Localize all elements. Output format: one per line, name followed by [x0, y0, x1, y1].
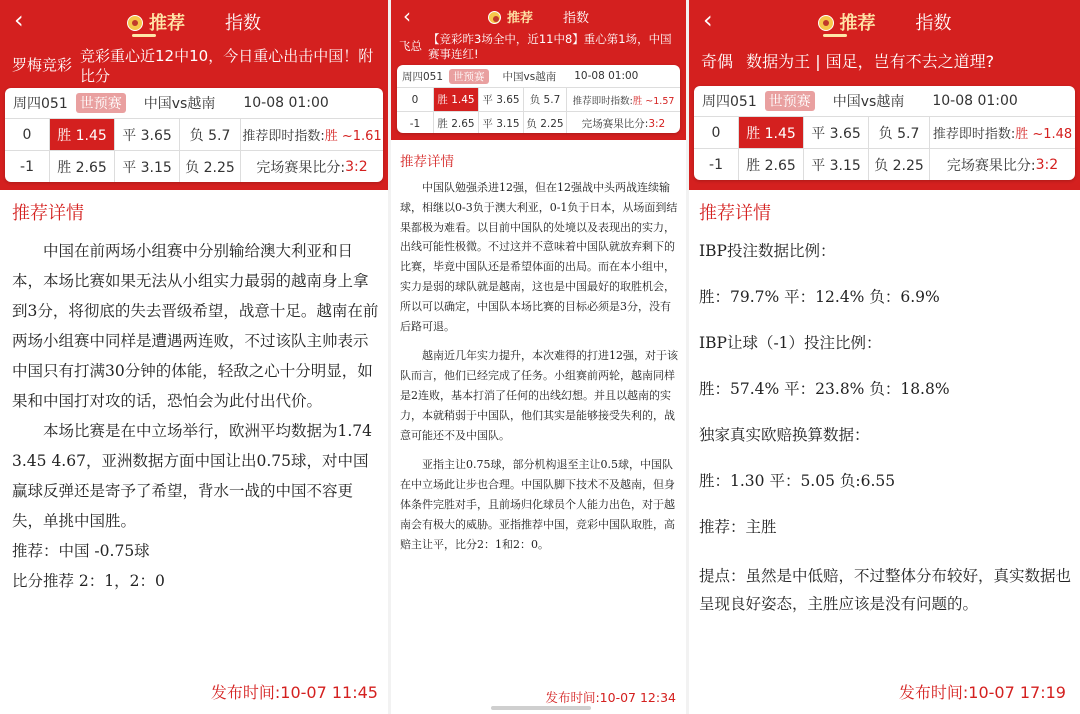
screenshot-panel-2	[391, 0, 686, 714]
odds-win[interactable]: 胜 2.65	[739, 149, 804, 180]
odds-row-2	[5, 151, 383, 182]
article-body	[12, 236, 380, 596]
odds-win-selected[interactable]: 胜 1.45	[434, 88, 479, 111]
back-arrow-icon[interactable]: ‹	[14, 6, 24, 34]
odds-card	[5, 88, 383, 182]
match-number: 周四051	[402, 70, 444, 83]
odds-win[interactable]: 胜 2.65	[434, 112, 479, 133]
final-score-cell	[241, 151, 383, 182]
final-score-value: 3:2	[648, 117, 666, 130]
odds-lose[interactable]: 负 2.25	[869, 149, 930, 180]
handicap-cell: 0	[5, 119, 50, 150]
tab-recommend[interactable]: 推荐	[149, 13, 185, 34]
publish-time: 发布时间:10-07 11:45	[210, 683, 378, 702]
author-name[interactable]: 飞总	[399, 39, 422, 53]
match-time: 10-08 01:00	[243, 95, 329, 111]
paragraph: 中国在前两场小组赛中分别输给澳大利亚和日本，本场比赛如果无法从小组实力最弱的越南身上拿到3分，将彻底的失去晋级希望，战意十足。越南在前两场小组赛中同样是遭遇两连败，不过该队主帅表示中国只有打满30分钟的体能，轻敌之心十分明显，如果和中国打对攻的话，恐怕会为此付出代价。	[12, 242, 379, 410]
odds-win[interactable]: 胜 2.65	[50, 151, 115, 182]
odds-lose[interactable]: 负 5.7	[180, 119, 241, 150]
data-line: 提点：虽然是中低赔，不过整体分布较好，真实数据也呈现良好姿态，主胜应该是没有问题的。	[699, 567, 1072, 613]
final-score-label: 完场赛果比分:	[946, 157, 1036, 174]
article-headline: 【竞彩昨3场全中，近11中8】重心第1场，中国赛事连红!	[428, 32, 672, 61]
handicap-cell: -1	[397, 112, 434, 133]
odds-draw[interactable]: 平 3.65	[479, 88, 524, 111]
live-index-label: 推荐即时指数:	[242, 129, 325, 144]
odds-row-1	[397, 88, 680, 112]
live-index-value: 胜 ~1.57	[632, 95, 675, 107]
final-score-cell	[930, 149, 1075, 180]
tab-recommend[interactable]: 推荐	[839, 13, 876, 34]
league-badge: 世预赛	[449, 69, 489, 84]
screenshot-panel-3	[689, 0, 1080, 714]
data-line: 胜：79.7% 平：12.4% 负：6.9%	[699, 288, 940, 306]
match-time: 10-08 01:00	[932, 93, 1018, 109]
tab-recommend[interactable]: 推荐	[506, 11, 533, 26]
odds-lose[interactable]: 负 2.25	[180, 151, 241, 182]
odds-card	[397, 65, 680, 133]
article-headline: 数据为王 | 国足，岂有不去之道理?	[746, 52, 995, 71]
final-score-value: 3:2	[1035, 156, 1059, 173]
odds-draw[interactable]: 平 3.15	[804, 149, 869, 180]
data-line: 独家真实欧赔换算数据：	[699, 426, 870, 444]
live-index-cell	[567, 88, 680, 111]
odds-lose[interactable]: 负 5.7	[869, 117, 930, 148]
paragraph: 越南近几年实力提升，本次难得的打进12强，对于该队而言，他们已经完成了任务。小组赛前两轮，越南同样是2连败，基本打消了任何的出线幻想。并且以越南的实力，本就稍弱于中国队，他们其实是能够接受失利的，战意可能还不及中国队。	[400, 349, 678, 442]
top-nav	[0, 0, 388, 40]
match-number: 周四051	[702, 94, 757, 110]
data-line: IBP让球（-1）投注比例：	[699, 334, 882, 352]
handicap-cell: -1	[694, 149, 739, 180]
live-index-cell	[930, 117, 1075, 148]
odds-win-selected[interactable]: 胜 1.45	[739, 117, 804, 148]
match-info-row	[694, 86, 1075, 117]
final-score-label: 完场赛果比分:	[256, 159, 346, 176]
odds-row-2	[397, 112, 680, 133]
match-info-row	[5, 88, 383, 119]
score-pick-line: 比分推荐 2：1，2：0	[12, 572, 165, 590]
match-info-row	[397, 65, 680, 88]
live-index-value: 胜 ~1.61	[324, 129, 382, 144]
odds-row-2	[694, 149, 1075, 180]
odds-card	[694, 86, 1075, 180]
data-line: 胜：57.4% 平：23.8% 负：18.8%	[699, 380, 950, 398]
section-title: 推荐详情	[12, 203, 84, 224]
soccer-ball-icon	[488, 11, 501, 24]
back-arrow-icon[interactable]: ‹	[403, 4, 411, 28]
final-score-cell	[567, 112, 680, 133]
odds-draw[interactable]: 平 3.65	[804, 117, 869, 148]
live-index-cell	[241, 119, 383, 150]
odds-row-1	[694, 117, 1075, 149]
top-nav	[689, 0, 1080, 40]
tab-index[interactable]: 指数	[915, 13, 952, 34]
live-index-label: 推荐即时指数:	[932, 127, 1016, 142]
back-arrow-icon[interactable]: ‹	[703, 6, 713, 34]
odds-draw[interactable]: 平 3.65	[115, 119, 180, 150]
data-line: 胜：1.30 平：5.05 负:6.55	[699, 472, 896, 490]
author-name[interactable]: 罗梅竞彩	[12, 56, 73, 74]
article-header	[0, 46, 388, 86]
publish-time: 发布时间:10-07 12:34	[545, 690, 676, 705]
publish-time: 发布时间:10-07 17:19	[898, 683, 1066, 702]
live-index-value: 胜 ~1.48	[1015, 127, 1073, 142]
article-body	[699, 240, 1074, 618]
match-number: 周四051	[13, 96, 68, 112]
handicap-cell: -1	[5, 151, 50, 182]
odds-lose[interactable]: 负 2.25	[524, 112, 567, 133]
final-score-value: 3:2	[345, 158, 368, 175]
odds-win-selected[interactable]: 胜 1.45	[50, 119, 115, 150]
paragraph: 中国队勉强杀进12强，但在12强战中头两战连续输球，相继以0-3负于澳大利亚，0-1负于日本，从场面到结果都极为难看。以目前中国队的处境以及表现出的实力，出线可能性极微。不过这并不意味着中国队就放弃剩下的比赛，毕竟中国队还是希望体面的出局。而在本小组中，实力是弱的球队就是越南，这也是中国最好的取胜机会，所以可以确定，中国队本场比赛的目标必须是3分，没有后路可退。	[400, 181, 678, 333]
soccer-ball-icon	[818, 15, 834, 31]
section-title: 推荐详情	[400, 154, 454, 170]
league-badge: 世预赛	[76, 93, 126, 113]
paragraph: 亚指主让0.75球，部分机构退至主让0.5球，中国队在中立场此让步也合理。中国队脚下技术不及越南，但身体条件完胜对手，且前场归化球员个人能力出色，对于越南会有极大的威胁。亚指推荐中国，竞彩中国队取胜，高赔主让平，比分2：1和2：0。	[400, 458, 675, 551]
paragraph: 本场比赛是在中立场举行，欧洲平均数据为1.74 3.45 4.67，亚洲数据方面中国让出0.75球，对中国赢球反弹还是寄予了希望，背水一战的中国不容更失，单挑中国胜。	[12, 422, 373, 530]
recommend-line: 推荐：中国 -0.75球	[12, 542, 150, 560]
match-teams: 中国vs越南	[502, 70, 557, 83]
section-title: 推荐详情	[699, 203, 771, 224]
tab-index[interactable]: 指数	[225, 13, 261, 34]
league-badge: 世预赛	[765, 91, 815, 111]
active-tab-underline	[132, 34, 156, 37]
odds-lose[interactable]: 负 5.7	[524, 88, 567, 111]
article-body	[400, 178, 680, 554]
screenshot-panel-1	[0, 0, 388, 714]
final-score-label: 完场赛果比分:	[581, 118, 649, 130]
data-line: 推荐：主胜	[699, 518, 777, 536]
article-header	[391, 32, 686, 62]
top-nav	[391, 0, 686, 32]
data-line: IBP投注数据比例：	[699, 242, 836, 260]
odds-draw[interactable]: 平 3.15	[115, 151, 180, 182]
tab-index[interactable]: 指数	[563, 11, 590, 26]
live-index-label: 推荐即时指数:	[572, 95, 633, 107]
active-tab-underline	[823, 34, 847, 37]
soccer-ball-icon	[127, 15, 143, 31]
article-header	[689, 52, 1080, 72]
match-teams: 中国vs越南	[832, 94, 905, 110]
home-indicator	[491, 706, 591, 710]
match-time: 10-08 01:00	[574, 70, 639, 82]
match-teams: 中国vs越南	[143, 96, 216, 112]
odds-row-1	[5, 119, 383, 151]
odds-draw[interactable]: 平 3.15	[479, 112, 524, 133]
handicap-cell: 0	[397, 88, 434, 111]
handicap-cell: 0	[694, 117, 739, 148]
article-headline: 竞彩重心近12中10，今日重心出击中国！附比分	[80, 47, 374, 85]
author-name[interactable]: 奇偶	[701, 52, 734, 71]
